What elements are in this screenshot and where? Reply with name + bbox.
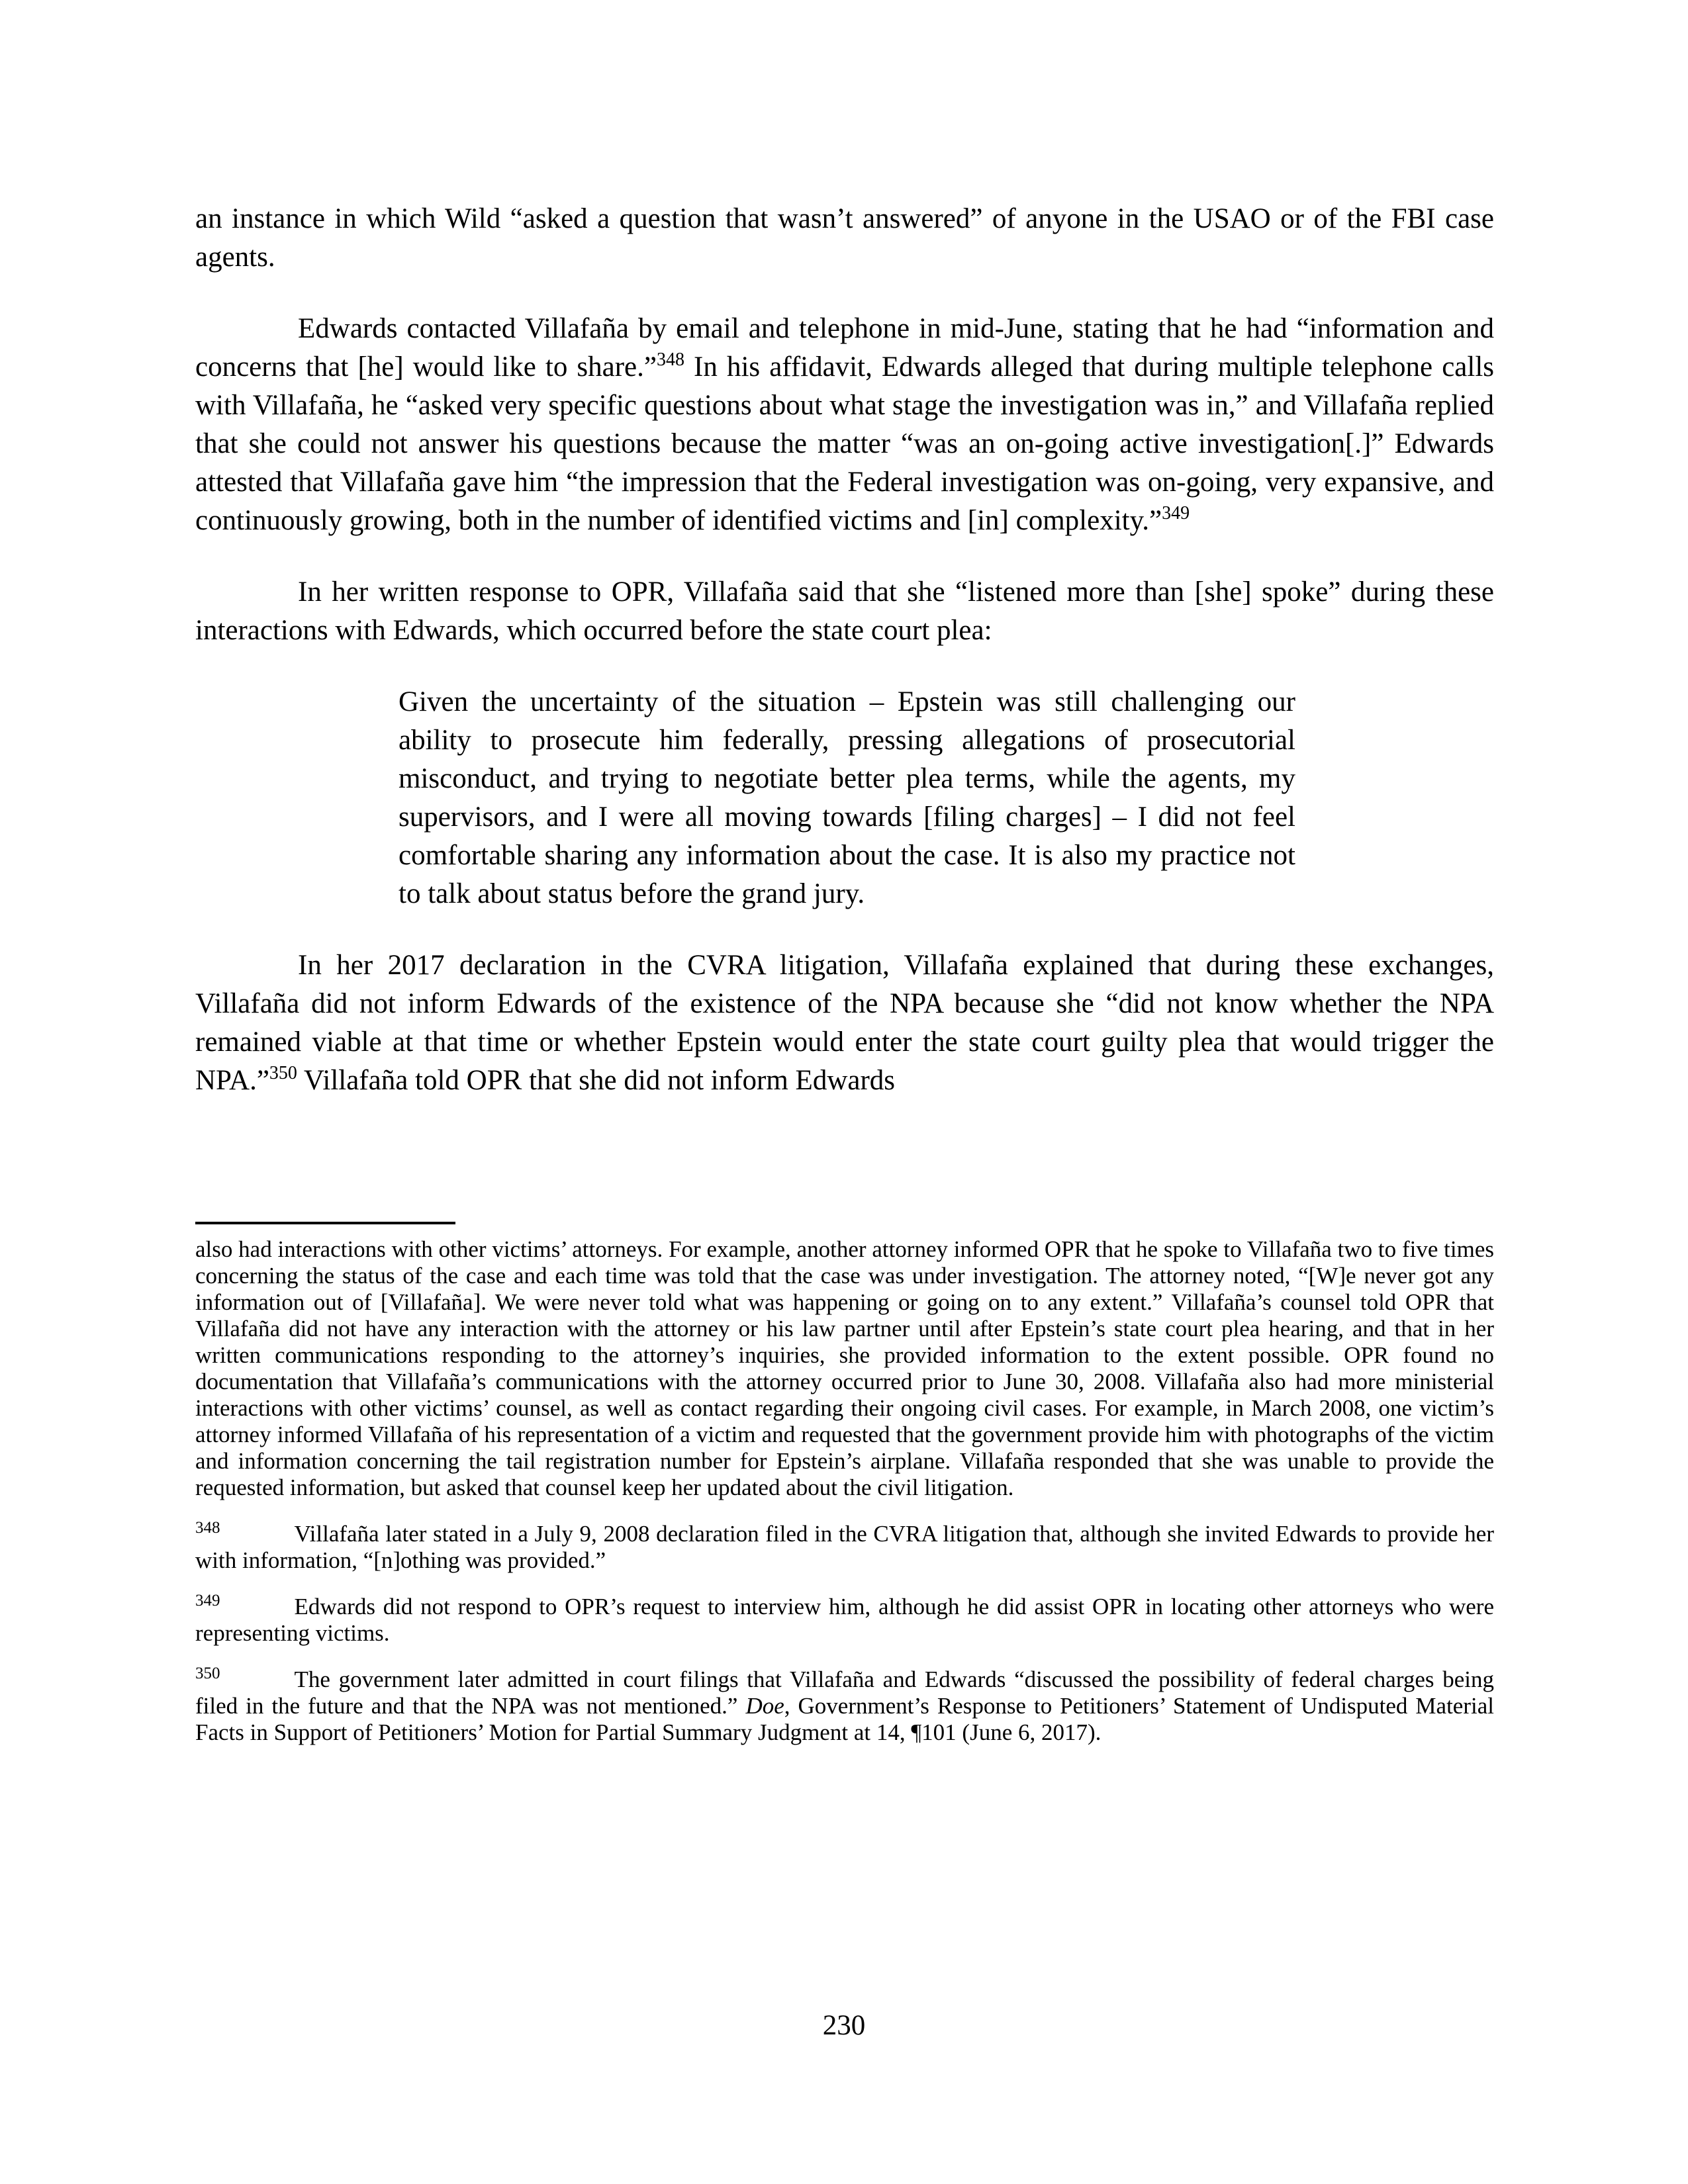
footnote-number-348: 348 bbox=[195, 1519, 220, 1537]
paragraph-text: Villafaña told OPR that she did not inform Edwards bbox=[297, 1065, 896, 1096]
paragraph-continuation bbox=[195, 200, 1494, 277]
paragraph-text: In his affidavit, Edwards alleged that during multiple telephone calls with Villafaña, he “asked very specific questions about what stage the investigation was in,” and Villafaña replied that she could not answer his questions because the matter “was an on-going active investigation[.]” Edwards attested that Villafaña gave him “the impression that the Federal investigation was on-going, very expansive, and continuously growing, both in the number of identified victims and [in] complexity.” bbox=[195, 351, 1494, 536]
footnote-text: Villafaña later stated in a July 9, 2008 declaration filed in the CVRA litigation that, although she invited Edwards to provide her with information, “[n]othing was provided.” bbox=[195, 1521, 1494, 1573]
quote-text: Given the uncertainty of the situation – Epstein was still challenging our ability to prosecute him federally, pressing allegations of prosecutorial misconduct, and trying to negotiate better plea terms, while the agents, my supervisors, and I were all moving towards [filing charges] – I did not feel comfortable sharing any information about the case. It is also my practice not to talk about status before the grand jury. bbox=[399, 686, 1295, 909]
footnote-ref-350: 350 bbox=[269, 1063, 297, 1083]
paragraph-2017-declaration bbox=[195, 946, 1494, 1100]
block-quote bbox=[399, 683, 1295, 913]
case-name-italic: Doe bbox=[745, 1693, 784, 1719]
footnote-ref-348: 348 bbox=[656, 349, 684, 370]
footnote-350 bbox=[195, 1666, 1494, 1746]
footnote-number-349: 349 bbox=[195, 1592, 220, 1610]
footnote-text: The government later admitted in court filings that Villafaña and Edwards “discussed the possibility of federal charges being filed in the future and that the NPA was not mentioned.” bbox=[195, 1666, 1494, 1719]
footnote-text: , Government’s Response to Petitioners’ Statement of Undisputed Material Facts in Support of Petitioners’ Motion for Partial Summary Judgment at 14, ¶101 (June 6, 2017). bbox=[195, 1693, 1494, 1745]
paragraph-text: Edwards contacted Villafaña by email and telephone in mid-June, stating that he had “information and concerns that [he] would like to share.” bbox=[195, 313, 1494, 383]
paragraph-edwards-contact bbox=[195, 310, 1494, 540]
footnote-separator-rule bbox=[195, 1222, 455, 1224]
footnote-continuation bbox=[195, 1236, 1494, 1501]
footnote-text: Edwards did not respond to OPR’s request to interview him, although he did assist OPR in locating other attorneys who were representing victims. bbox=[195, 1594, 1494, 1646]
body-text bbox=[195, 200, 1494, 1133]
paragraph-written-response bbox=[195, 573, 1494, 650]
paragraph-text: In her written response to OPR, Villafaña said that she “listened more than [she] spoke” during these interactions with Edwards, which occurred before the state court plea: bbox=[195, 576, 1494, 646]
footnote-ref-349: 349 bbox=[1162, 503, 1190, 523]
footnote-348 bbox=[195, 1521, 1494, 1574]
paragraph-text: an instance in which Wild “asked a question that wasn’t answered” of anyone in the USAO or of the FBI case agents. bbox=[195, 203, 1494, 273]
footnote-349 bbox=[195, 1594, 1494, 1647]
paragraph-text: In her 2017 declaration in the CVRA litigation, Villafaña explained that during these exchanges, Villafaña did not inform Edwards of the existence of the NPA because she “did not know whether the NPA remained viable at that time or whether Epstein would enter the state court guilty plea that would trigger the NPA.” bbox=[195, 950, 1494, 1096]
page-number: 230 bbox=[822, 2010, 866, 2041]
footnote-number-350: 350 bbox=[195, 1664, 220, 1682]
footnote-text: also had interactions with other victims’ attorneys. For example, another attorney informed OPR that he spoke to Villafaña two to five times concerning the status of the case and each time was told that the case was under investigation. The attorney noted, “[W]e never got any information out of [Villafaña]. We were never told what was happening or going on to any extent.” Villafaña’s counsel told OPR that Villafaña did not have any interaction with the attorney or his law partner until after Epstein’s state court plea hearing, and that in her written communications responding to the attorney’s inquiries, she provided information to the extent possible. OPR found no documentation that Villafaña’s communications with the attorney occurred prior to June 30, 2008. Villafaña also had more ministerial interactions with other victims’ counsel, as well as contact regarding their ongoing civil cases. For example, in March 2008, one victim’s attorney informed Villafaña of his representation of a victim and requested that the government provide him with photographs of the victim and information concerning the tail registration number for Epstein’s airplane. Villafaña responded that she was unable to provide the requested information, but asked that counsel keep her updated about the civil litigation. bbox=[195, 1236, 1494, 1500]
footnotes-section bbox=[195, 1222, 1494, 1746]
